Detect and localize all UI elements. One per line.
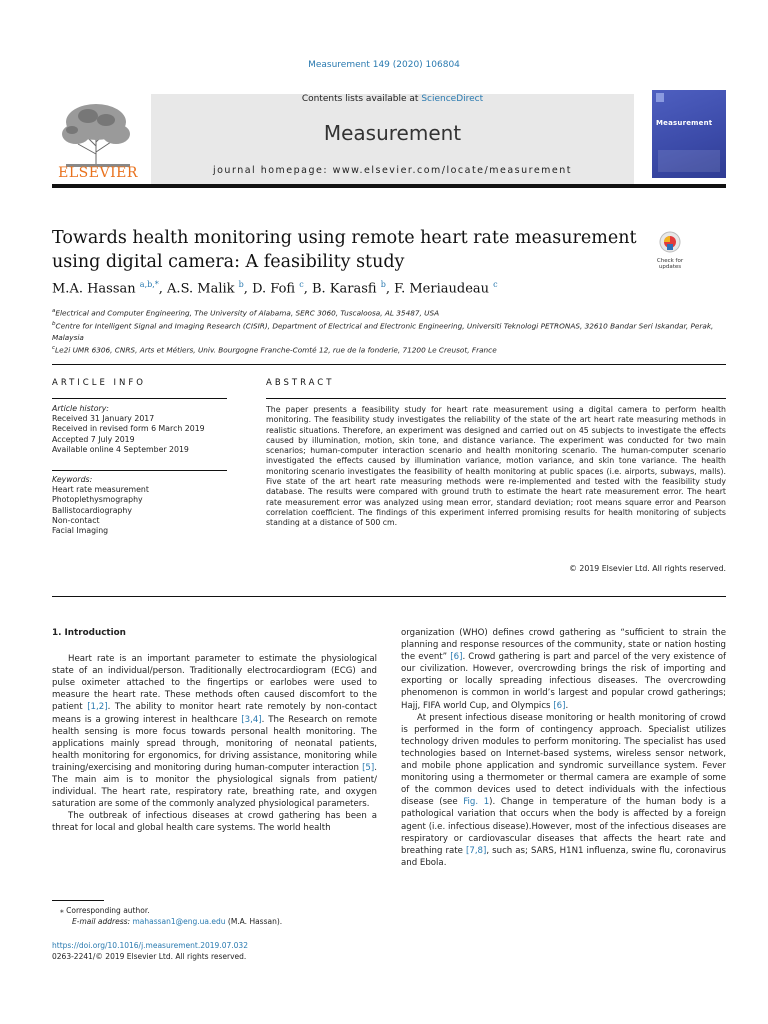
right-paragraph: organization (WHO) defines crowd gathering as “sufficient to strain the planning and response resources of the community, state or nation hosting the event” [6]. Crowd gathering is part and parcel of the very existence of our civilization. However, overcrowding brings the risk of importing and exporting or locally spreading infectious diseases. The overcrowding phenomenon is common in world’s largest and popular crowd gatherings; Hajj, FIFA world Cup, and Olympics [6]. <box>401 628 727 711</box>
body-right-column <box>401 627 726 869</box>
author-affiliation-marker[interactable]: b <box>380 280 386 289</box>
affiliations <box>52 306 722 356</box>
right-paragraph: At present infectious disease monitoring or health monitoring of crowd is performed in the form of contingency approach. Specialist utilizes technology driven modules to perform monitoring. The specialist has used technologies based on Internet-based systems, wireless sensor network, and mobile phone application and syndromic surveillance system. Fever monitoring using a thermometer or thermal camera are example of some of the common devices used to detect individuals with the infectious disease (see Fig. 1). Change in temperature of the human body is a pathological variation that occurs when the body is affected by a foreign agent (i.e. infectious disease).However, most of the infectious diseases are respiratory or cardiovascular diseases that affects the heart rate and breathing rate [7,8], such as; SARS, H1N1 influenza, swine flu, coronavirus and Ebola. <box>401 712 726 868</box>
reference-link[interactable]: [3,4] <box>241 714 262 725</box>
reference-link[interactable]: [7,8] <box>466 845 487 856</box>
abstract-rule <box>266 398 726 399</box>
author-name: F. Meriaudeau <box>394 281 490 297</box>
elsevier-logo <box>52 94 144 184</box>
affiliation-marker: b <box>52 320 56 327</box>
sciencedirect-link[interactable]: ScienceDirect <box>421 94 484 104</box>
reference-link[interactable]: [6] <box>553 700 566 711</box>
history-entry: Received 31 January 2017 <box>52 414 155 424</box>
author-name: M.A. Hassan <box>52 281 136 297</box>
footnote-rule <box>52 900 104 901</box>
reference-link[interactable]: Fig. 1 <box>463 797 490 808</box>
contents-line <box>151 94 634 104</box>
elsevier-wordmark: ELSEVIER <box>58 165 138 181</box>
abstract-heading: ABSTRACT <box>266 378 335 388</box>
affiliation-text: Centre for Intelligent Signal and Imaging Research (CISIR), Department of Electrical and Electronic Engineering, Universiti Teknologi PETRONAS, 32610 Bandar Seri Iskandar, Perak, Malaysia <box>52 321 714 342</box>
history-entry: Available online 4 September 2019 <box>52 444 189 454</box>
keywords-block <box>52 475 227 536</box>
journal-header-band <box>151 94 634 184</box>
history-entry: Received in revised form 6 March 2019 <box>52 424 205 434</box>
email-line <box>52 916 382 927</box>
author-list: M.A. Hassan $^{a,b,*}$, A.S. Malik $^b$, D. Fofi $^c$, B. Karasfi $^b$, F. Meriaudeau $^c$ <box>52 280 498 297</box>
left-paragraph: The outbreak of infectious diseases at crowd gathering has been a threat for local and global health care systems. The world health <box>52 811 377 834</box>
contents-prefix: Contents lists available at <box>301 94 422 104</box>
affiliation-text: Le2i UMR 6306, CNRS, Arts et Métiers, Univ. Bourgogne Franche-Comté 12, rue de la fonderie, 71200 Le Creusot, France <box>55 345 497 355</box>
journal-homepage[interactable]: journal homepage: www.elsevier.com/locate/measurement <box>212 165 573 176</box>
body-left-column <box>52 627 377 835</box>
author-name: D. Fofi <box>252 281 296 297</box>
author-name: B. Karasfi <box>311 281 377 297</box>
journal-citation[interactable]: Measurement 149 (2020) 106804 <box>308 60 460 70</box>
check-for-updates-badge[interactable] <box>653 230 687 270</box>
doi-block <box>52 940 382 962</box>
keywords-rule <box>52 470 227 471</box>
history-entry: Accepted 7 July 2019 <box>52 434 135 444</box>
article-info-heading: ARTICLE INFO <box>52 378 146 388</box>
article-history-label: Article history: <box>52 404 109 413</box>
email-suffix: (M.A. Hassan). <box>225 917 283 927</box>
check-for-updates-label: Check for updates <box>656 258 684 270</box>
keyword: Facial Imaging <box>52 526 109 536</box>
journal-title: Measurement <box>323 121 462 145</box>
author-affiliation-marker[interactable]: a,b,* <box>139 280 159 289</box>
left-paragraph: Heart rate is an important parameter to estimate the physiological state of an individual/person. Traditionally electrocardiogram (ECG) and pulse oximeter attached to the fingertips or earlobes were used to measure the heart rate. These methods often caused discomfort to the patient [1,2]. The ability to monitor heart rate remotely by non-contact means is a growing interest in healthcare [3,4]. The Research on remote health sensing is more focus towards personal health monitoring. The applications mainly spread through, monitoring of neonatal patients, health monitoring for ergonomics, for driving assistance, monitoring while training/exercising and monitoring during human-computer interaction [5]. The main aim is to monitor the physiological signals from patient/ individual. The heart rate, respiratory rate, breathing rate, and oxygen saturation are some of the commonly analyzed physiological parameters. <box>52 654 378 810</box>
abstract-copyright: © 2019 Elsevier Ltd. All rights reserved. <box>569 564 726 573</box>
author-affiliation-marker[interactable]: c <box>493 280 498 289</box>
abstract-bottom-rule <box>52 596 726 597</box>
author-affiliation-marker[interactable]: b <box>238 280 244 289</box>
journal-cover-thumbnail[interactable] <box>652 90 726 178</box>
affiliation-text: Electrical and Computer Engineering, The University of Alabama, SERC 3060, Tuscaloosa, AL 35487, USA <box>55 308 440 318</box>
keyword: Ballistocardiography <box>52 505 132 515</box>
keyword: Non-contact <box>52 515 100 525</box>
email-link[interactable]: mahassan1@eng.ua.edu <box>132 917 226 927</box>
article-title: Towards health monitoring using remote heart rate measurement using digital camera: A feasibility study <box>52 228 637 272</box>
issn-copyright: 0263-2241/© 2019 Elsevier Ltd. All rights reserved. <box>52 952 247 962</box>
affiliation-marker: c <box>52 345 56 352</box>
keywords-label: Keywords: <box>52 475 93 484</box>
author-affiliation-marker[interactable]: c <box>299 280 304 289</box>
doi-link[interactable]: https://doi.org/10.1016/j.measurement.2019.07.032 <box>52 941 248 950</box>
article-info-rule <box>52 398 227 399</box>
article-history <box>52 404 227 455</box>
affiliation <box>52 306 722 319</box>
keyword: Heart rate measurement <box>52 485 149 495</box>
reference-link[interactable]: [6] <box>450 652 463 663</box>
affiliation <box>52 319 722 343</box>
email-label: E-mail address: <box>72 917 133 927</box>
corresponding-author-note: ⁎ Corresponding author. <box>60 906 150 915</box>
check-for-updates-icon <box>653 230 687 254</box>
cover-title: Measurement <box>656 119 713 127</box>
header-rule <box>52 184 726 188</box>
author-name: A.S. Malik <box>167 281 235 297</box>
keyword: Photoplethysmography <box>52 495 143 505</box>
reference-link[interactable]: [5] <box>362 762 375 773</box>
reference-link[interactable]: [1,2] <box>87 702 108 713</box>
affiliation <box>52 343 722 356</box>
footnote <box>52 905 382 927</box>
section-heading-introduction: 1. Introduction <box>52 628 126 638</box>
affiliations-rule <box>52 364 726 365</box>
affiliation-marker: a <box>52 308 56 314</box>
abstract-text: The paper presents a feasibility study for heart rate measurement using a digital camera to perform health monitoring. The feasibility study investigates the reliability of the state of the art heart rate measuring methods in realistic situations. Therefore, an experiment was designed and carried out on 45 subjects to investigate the effects caused by illumination, motion, skin tone, and distance variance. The experiment was conducted for two main scenarios; human-computer interaction scenario and health monitoring scenario. The human-computer scenario investigated the effects caused by illumination variance, motion variance, and skin tone variance. The health monitoring scenario investigates the feasibility of health monitoring at public spaces (i.e. airports, subways, malls). Five state of the art heart rate measuring methods were re-implemented and tested with the feasibility study database. The results were compared with ground truth to estimate the heart rate measurement error. The heart rate measurement error was analyzed using mean error, standard deviation; root means square error and Pearson correlation coefficient. The findings of this experiment inferred promising results for health monitoring of subjects standing at a distance of 500 cm. <box>266 405 726 528</box>
